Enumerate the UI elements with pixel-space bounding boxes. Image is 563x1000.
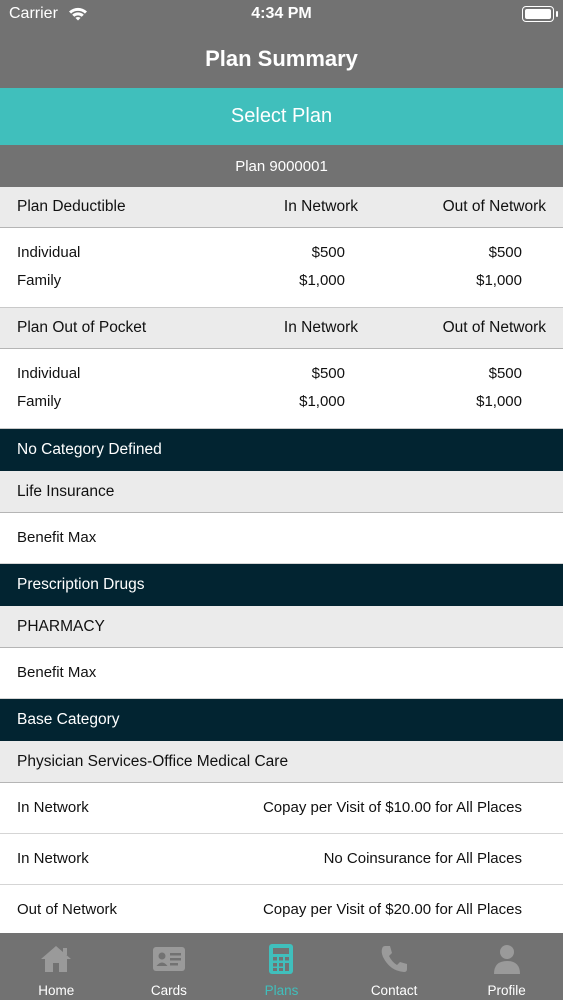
battery-icon <box>522 6 554 22</box>
tab-plans[interactable] <box>225 933 338 1000</box>
table-row <box>0 365 563 385</box>
phone-icon <box>377 943 411 975</box>
deductible-header <box>0 187 563 228</box>
list-item[interactable] <box>0 783 563 834</box>
tab-cards[interactable] <box>113 933 226 1000</box>
row-label: Family <box>17 272 62 289</box>
benefit-value: No Coinsurance for All Places <box>323 850 522 867</box>
tab-contact-label: Contact <box>370 983 418 998</box>
category-header <box>0 429 563 471</box>
row-label: Family <box>17 393 62 410</box>
tab-contact[interactable] <box>338 933 451 1000</box>
benefit-value: Copay per Visit of $10.00 for All Places <box>262 799 522 816</box>
row-out-network-value: $500 <box>488 244 522 261</box>
deductible-in-network-header: In Network <box>283 198 358 215</box>
status-bar <box>0 0 563 30</box>
category-name: Base Category <box>17 711 120 728</box>
benefit-group-header <box>0 471 563 513</box>
row-in-network-value: $500 <box>311 365 345 382</box>
plan-summary-list[interactable] <box>0 145 563 933</box>
tab-bar <box>0 933 563 1000</box>
person-icon <box>490 943 524 975</box>
select-plan-button[interactable] <box>0 88 563 145</box>
benefit-label: In Network <box>17 850 89 867</box>
benefit-group-header <box>0 741 563 783</box>
row-in-network-value: $500 <box>311 244 345 261</box>
oop-out-network-header: Out of Network <box>442 319 546 336</box>
row-out-network-value: $500 <box>488 365 522 382</box>
benefit-label: Benefit Max <box>17 664 97 681</box>
table-row <box>0 393 563 413</box>
benefit-label: Benefit Max <box>17 529 97 546</box>
benefit-value: Copay per Visit of $20.00 for All Places <box>262 901 522 918</box>
benefit-label: Out of Network <box>17 901 118 918</box>
carrier-label: Carrier <box>9 5 58 22</box>
tab-home-label: Home <box>38 983 75 998</box>
tab-home[interactable] <box>0 933 113 1000</box>
category-name: Prescription Drugs <box>17 576 145 593</box>
id-card-icon <box>152 943 186 975</box>
select-plan-label: Select Plan <box>230 105 333 127</box>
benefit-label: In Network <box>17 799 89 816</box>
row-label: Individual <box>17 365 81 382</box>
list-item[interactable] <box>0 885 563 933</box>
out-of-pocket-header <box>0 308 563 349</box>
status-time: 4:34 PM <box>251 5 312 22</box>
tab-plans-label: Plans <box>264 983 299 998</box>
page-title: Plan Summary <box>205 46 358 71</box>
category-name: No Category Defined <box>17 441 162 458</box>
table-row <box>0 272 563 292</box>
deductible-out-network-header: Out of Network <box>442 198 546 215</box>
row-out-network-value: $1,000 <box>476 272 522 289</box>
tab-profile[interactable] <box>450 933 563 1000</box>
tab-profile-label: Profile <box>487 983 526 998</box>
row-label: Individual <box>17 244 81 261</box>
out-of-pocket-rows <box>0 349 563 429</box>
category-header <box>0 699 563 741</box>
list-item[interactable] <box>0 648 563 699</box>
plan-id-header <box>0 145 563 187</box>
benefit-group-name: Physician Services-Office Medical Care <box>17 752 289 770</box>
calculator-icon <box>264 943 298 975</box>
row-in-network-value: $1,000 <box>299 272 345 289</box>
benefit-group-name: Life Insurance <box>17 482 115 500</box>
deductible-title: Plan Deductible <box>17 198 126 215</box>
tab-cards-label: Cards <box>150 983 187 998</box>
out-of-pocket-title: Plan Out of Pocket <box>17 319 147 336</box>
category-header <box>0 564 563 606</box>
deductible-rows <box>0 228 563 308</box>
list-item[interactable] <box>0 513 563 564</box>
plan-id-label: Plan 9000001 <box>235 157 328 175</box>
table-row <box>0 244 563 264</box>
row-in-network-value: $1,000 <box>299 393 345 410</box>
row-out-network-value: $1,000 <box>476 393 522 410</box>
list-item[interactable] <box>0 834 563 885</box>
benefit-group-name: PHARMACY <box>17 617 105 635</box>
benefit-group-header <box>0 606 563 648</box>
oop-in-network-header: In Network <box>283 319 358 336</box>
home-icon <box>39 943 73 975</box>
nav-bar <box>0 30 563 88</box>
